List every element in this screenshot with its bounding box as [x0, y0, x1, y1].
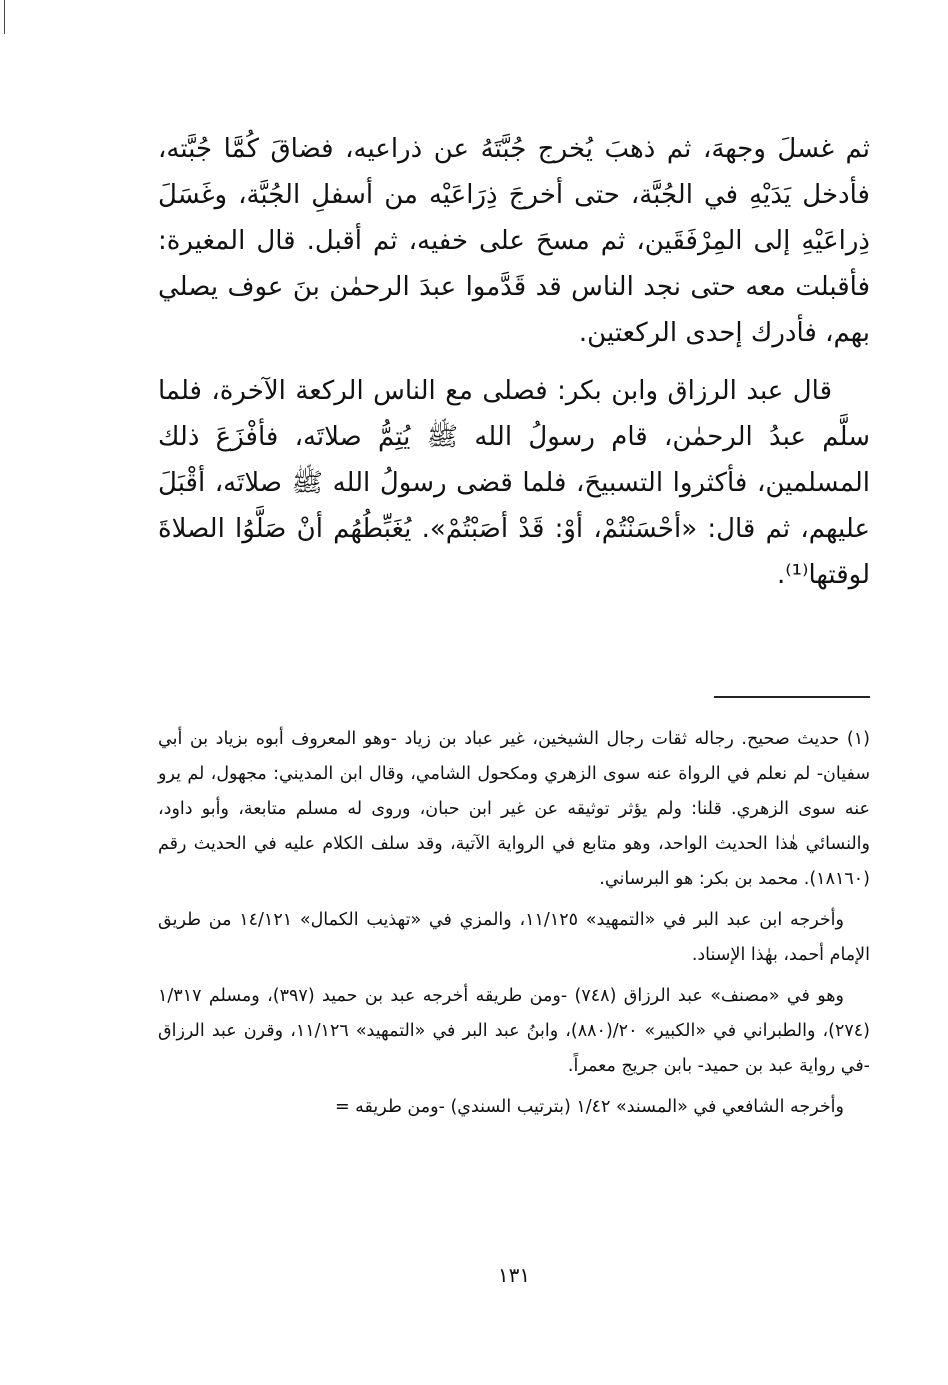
- footnote-separator: [714, 696, 870, 698]
- footnote-4: وأخرجه الشافعي في «المسند» ١/٤٢ (بترتيب السندي) -ومن طريقه =: [334, 1097, 844, 1117]
- main-paragraph-1: ثم غسلَ وجههَ، ثم ذهبَ يُخرج جُبَّتَهُ عن ذراعيه، فضاقَ كُمَّا جُبَّته، فأدخل يَدَيْهِ في الجُبَّة، حتى أخرجَ ذِرَاعَيْه من أسفلِ الجُبَّة، وغَسَلَ ذِراعَيْهِ إلى المِرْفَقَين، ثم مسحَ على خفيه، ثم أقبل. قال المغيرة: فأقبلت معه حتى نجد الناس قد قَدَّموا عبدَ الرحمٰن بنَ عوف يصلي بهم، فأدرك إحدى الركعتين.: [158, 134, 870, 348]
- footnotes: [158, 722, 870, 1125]
- footnote-2: وأخرجه ابن عبد البر في «التمهيد» ١١/١٢٥، والمزي في «تهذيب الكمال» ١٤/١٢١ من طريق الإمام أحمد، بهٰذا الإسناد.: [158, 910, 870, 965]
- main-paragraph-2: قال عبد الرزاق وابن بكر: فصلى مع الناس الركعة الآخرة، فلما سلَّم عبدُ الرحمٰن، قام رسولُ الله ﷺ يُتِمُّ صلاتَه، فأفْزَعَ ذلك المسلمين، فأكثروا التسبيحَ، فلما قضى رسولُ الله ﷺ صلاتَه، أقْبَلَ عليهم، ثم قال: «أحْسَنْتُمْ، أوْ: قَدْ أصَبْتُمْ». يُغَبِّطُهُم أنْ صَلَّوُا الصلاةَ لوقتها⁽¹⁾.: [158, 376, 870, 590]
- footnote-3: وهو في «مصنف» عبد الرزاق (٧٤٨) -ومن طريقه أخرجه عبد بن حميد (٣٩٧)، ومسلم ١/٣١٧ (٢٧٤)، والطبراني في «الكبير» ٢٠/(٨٨٠)، وابنُ عبد البر في «التمهيد» ١١/١٢٦، وقرن عبد الرزاق -في رواية عبد بن حميد- بابن جريج معمراً.: [158, 986, 870, 1076]
- page-number: ١٣١: [497, 1263, 531, 1287]
- scan-edge-mark: [4, 0, 5, 34]
- book-page: [158, 126, 870, 1326]
- footnote-1: (١) حديث صحيح. رجاله ثقات رجال الشيخين، غير عباد بن زياد -وهو المعروف أبوه بزياد بن أبي سفيان- لم نعلم في الرواة عنه سوى الزهري ومكحول الشامي، وقال ابن المديني: مجهول، لم يرو عنه سوى الزهري. قلنا: ولم يؤثر توثيقه عن غير ابن حبان، وروى له مسلم متابعة، وأبو داود، والنسائي هٰذا الحديث الواحد، وهو متابع في الرواية الآتية، وقد سلف الكلام عليه في الحديث رقم (١٨١٦٠). محمد بن بكر: هو البرساني.: [158, 729, 870, 889]
- main-text: [158, 126, 870, 598]
